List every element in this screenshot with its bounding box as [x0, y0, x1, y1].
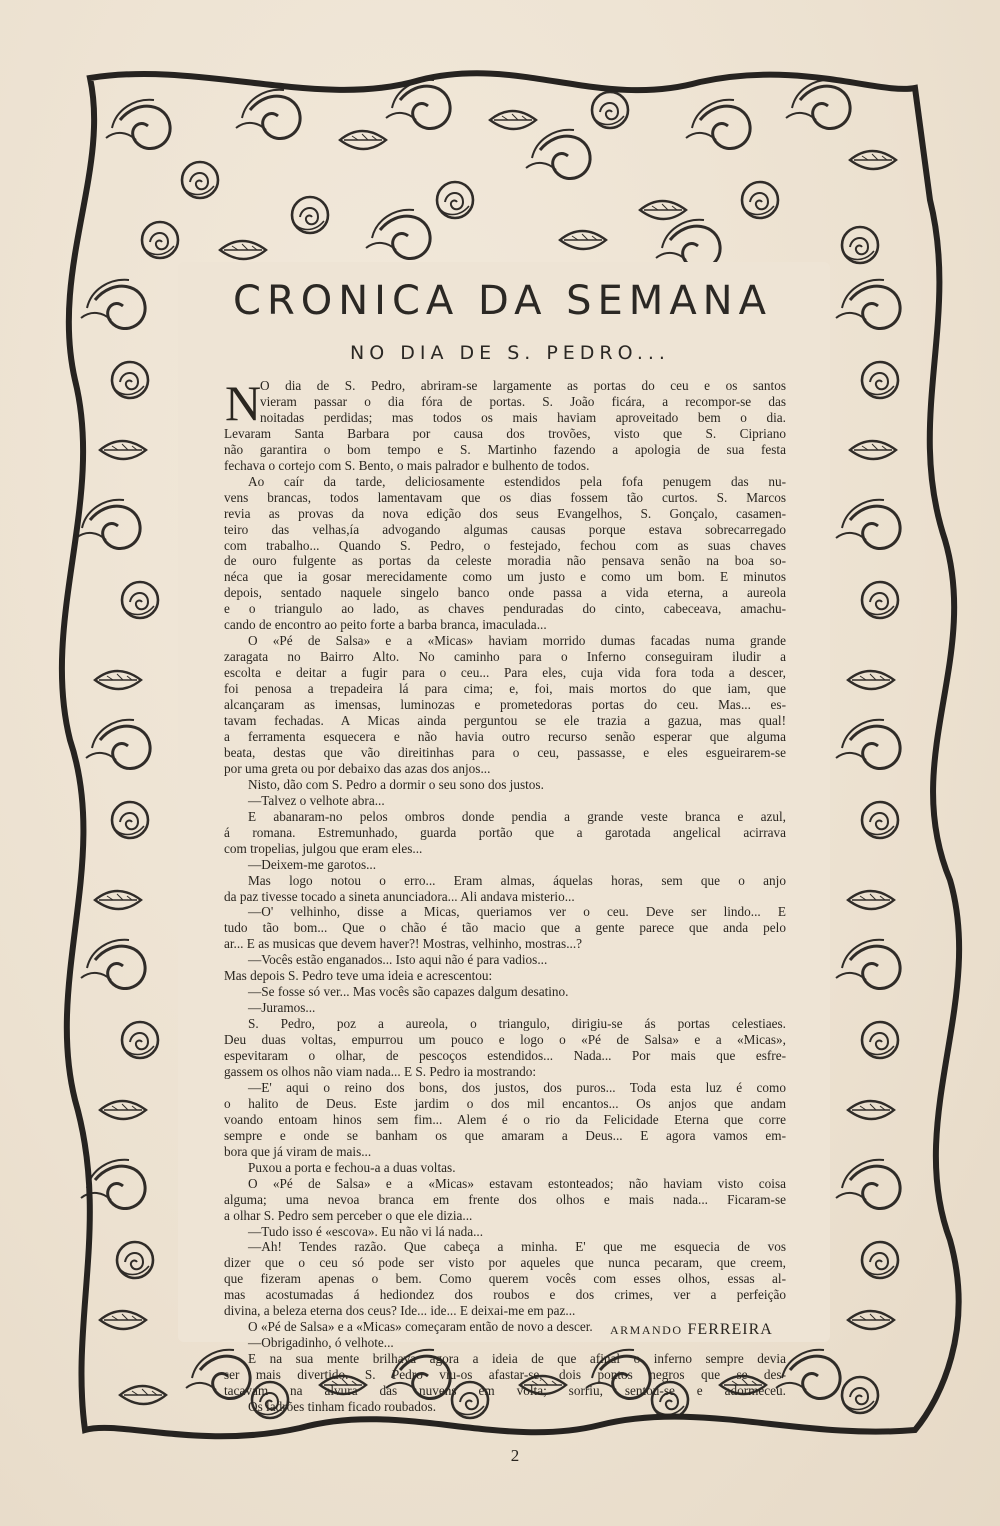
- text-line: fechava o cortejo com S. Bento, o mais palrador e bulhento de todos.: [224, 457, 590, 473]
- text-line: Puxou a porta e fechou-a a duas voltas.: [248, 1159, 456, 1175]
- text-line: tacavam na alvura das nuvens em volta; sorriu, sentou-se e adormeceu.: [224, 1383, 786, 1399]
- text-line: bora que já viram de mais...: [224, 1143, 372, 1159]
- text-line: com trabalho... Quando S. Pedro, o festejado, fechou com as suas chaves: [224, 537, 786, 553]
- text-line: E abanaram-no pelos ombros donde pendia a grande veste branca e azul,: [248, 808, 786, 824]
- text-line: Deu duas voltas, empurrou um pouco e logo o «Pé de Salsa» e a «Micas»,: [224, 1032, 786, 1048]
- text-line: escolta e deitar a fugir para o ceu... Para eles, cuja vida fora toda a descer,: [224, 665, 786, 681]
- text-line: Mas logo notou o erro... Eram almas, áquelas horas, sem que o anjo: [248, 872, 786, 888]
- text-line: á romana. Estremunhado, guarda portão que a garotada angelical acirrava: [224, 824, 786, 840]
- article-subtitle: NO DIA DE S. PEDRO...: [350, 342, 670, 364]
- text-line: E na sua mente brilhava agora a ideia de que afinal o inferno sempre devia: [248, 1351, 786, 1367]
- text-line: vieram passar o dia fóra de portas. S. João ficára, a recompor-se das: [260, 393, 786, 409]
- text-line: —Ah! Tendes razão. Que cabeça a minha. E' que me esquecia de vos: [248, 1239, 786, 1255]
- text-line: —O' velhinho, disse a Micas, queriamos ver o ceu. Deve ser lindo... E: [248, 904, 786, 920]
- text-line: de ouro fulgente as portas da celeste moradia não pensava senão na boa so-: [224, 553, 786, 569]
- text-line: divina, a beleza eterna dos ceus? Ide... ide... E deixai-me em paz...: [224, 1303, 576, 1319]
- text-line: —Se fosse só ver... Mas vocês são capazes dalgum desatino.: [248, 984, 569, 1000]
- text-line: voando entoam hinos sem fim... Alem é o rio da Felicidade Eterna que corre: [224, 1111, 786, 1127]
- text-line: —Deixem-me garotos...: [248, 856, 377, 872]
- text-line: Nisto, dão com S. Pedro a dormir o seu sono dos justos.: [248, 776, 544, 792]
- author-signature: [610, 1321, 773, 1339]
- author-first-name: ARMANDO: [610, 1323, 683, 1337]
- text-line: dizer que o ceu só pode ser visto por aqueles que nunca pecaram, que creem,: [224, 1255, 786, 1271]
- text-line: revia as provas da nova edição dos seus Evangelhos, S. Gonçalo, casamen-: [224, 505, 786, 521]
- text-line: sempre e onde se banham os que amaram a Deus... E agora vamos em-: [224, 1127, 786, 1143]
- page-number: 2: [510, 1446, 520, 1465]
- text-line: —Obrigadinho, ó velhote...: [248, 1335, 394, 1351]
- text-line: vens brancas, todos lamentavam que os dias fossem tão curtos. S. Marcos: [224, 489, 786, 505]
- text-line: por uma greta ou por debaixo das azas dos anjos...: [224, 760, 491, 776]
- text-line: e o triangulo ao lado, as chaves penduradas do cinto, cabeceava, amachu-: [224, 601, 786, 617]
- text-line: O «Pé de Salsa» e a «Micas» começaram então de novo a descer.: [248, 1319, 593, 1335]
- text-line: ser mais divertido. S. Pedro viu-os afastar-se, dois pontos negros que se des-: [224, 1367, 786, 1383]
- text-line: —Vocês estão enganados... Isto aqui não é para vadios...: [248, 952, 548, 968]
- text-line: tavam fechadas. A Micas ainda perguntou se ele trazia a gazua, mas qual!: [224, 713, 786, 729]
- text-line: que fizeram apenas o bem. Como querem vocês com esses olhos, essas al-: [224, 1271, 786, 1287]
- text-line: não garantira o bom tempo e S. Martinho fazendo a apologia de sua festa: [224, 441, 786, 457]
- text-line: —Talvez o velhote abra...: [248, 792, 385, 808]
- text-line: a olhar S. Pedro sem perceber o que ele dizia...: [224, 1207, 473, 1223]
- text-line: Levaram Santa Barbara por causa dos trovões, visto que S. Cipriano: [224, 425, 786, 441]
- text-line: ar... E as musicas que devem haver?! Mostras, velhinho, mostras...?: [224, 936, 583, 952]
- text-line: zaragata no Bairro Alto. No caminho para o Inferno conseguiram iludir a: [224, 649, 786, 665]
- author-last-name: FERREIRA: [687, 1321, 773, 1338]
- text-line: noitadas perdidas; mas todos os mais haviam aproveitado bem o dia.: [260, 409, 786, 425]
- text-line: o halito de Deus. Este jardim o dos mil encantos... Os anjos que andam: [224, 1095, 786, 1111]
- text-line: Mas depois S. Pedro teve uma ideia e acrescentou:: [224, 968, 493, 984]
- text-line: mas acostumadas á hediondez dos roubos e dos crimes, ver a perfeição: [224, 1287, 786, 1303]
- text-line: com tropelias, julgou que eram eles...: [224, 840, 423, 856]
- article-body: [224, 375, 786, 1415]
- text-line: O «Pé de Salsa» e a «Micas» estavam estonteados; não haviam visto coisa: [248, 1175, 786, 1191]
- text-line: Ao caír da tarde, deliciosamente estendidos pela fofa penugem das nu-: [248, 473, 786, 489]
- text-line: beata, destas que vão direitinhas para o ceu, passasse, e eles esgueirarem-se: [224, 744, 786, 760]
- text-line: —Juramos...: [248, 1000, 316, 1016]
- text-line: foi penosa a trepadeira lá para cima; e, foi, mais mortos do que iam, que: [224, 681, 786, 697]
- text-line: tudo tão bom... Que o chão é tão macio que a gente parece que anda pelo: [224, 920, 786, 936]
- text-line: alguma; uma nevoa branca em frente dos olhos e mais nada... Ficaram-se: [224, 1191, 786, 1207]
- text-line: O dia de S. Pedro, abriram-se largamente as portas do ceu e os santos: [260, 378, 786, 393]
- text-line: O «Pé de Salsa» e a «Micas» haviam morrido dumas facadas numa grande: [248, 633, 786, 649]
- page-title: CRONICA DA SEMANA: [233, 278, 772, 324]
- text-line: S. Pedro, poz a aureola, o triangulo, dirigiu-se ás portas celestiaes.: [248, 1016, 786, 1032]
- text-line: —E' aqui o reino dos bons, dos justos, dos puros... Toda esta luz é como: [248, 1079, 786, 1095]
- text-line: Os ladrões tinham ficado roubados.: [248, 1399, 437, 1414]
- text-line: depois, sentado naquele singelo banco onde passa a vida eterna, a aureola: [224, 585, 786, 601]
- text-line: cando de encontro ao peito forte a barba branca, imaculada...: [224, 617, 547, 633]
- text-line: alcançaram as imensas, luminozas e prometedoras portas do ceu. Mas... es-: [224, 697, 786, 713]
- text-line: espevitaram o olhar, de pescoços estendidos... Nada... Por mais que esfre-: [224, 1048, 786, 1064]
- text-line: —Tudo isso é «escova». Eu não vi lá nada...: [248, 1223, 484, 1239]
- text-line: gassem os olhos não viam nada... E S. Pedro ia mostrando:: [224, 1063, 537, 1079]
- text-line: a ferramenta esquecera e não havia outro recurso senão esperar que alguma: [224, 728, 786, 744]
- text-line: néca que ia gosar merecidamente como um justo e como um bom. E minutos: [224, 569, 786, 585]
- drop-cap: N: [225, 375, 262, 431]
- text-line: teiro das velhas,ía advogando algumas causas porque estava sobrecarregado: [224, 521, 786, 537]
- text-line: da paz tivesse tocado a sineta anunciadora... Ali andava misterio...: [224, 888, 575, 904]
